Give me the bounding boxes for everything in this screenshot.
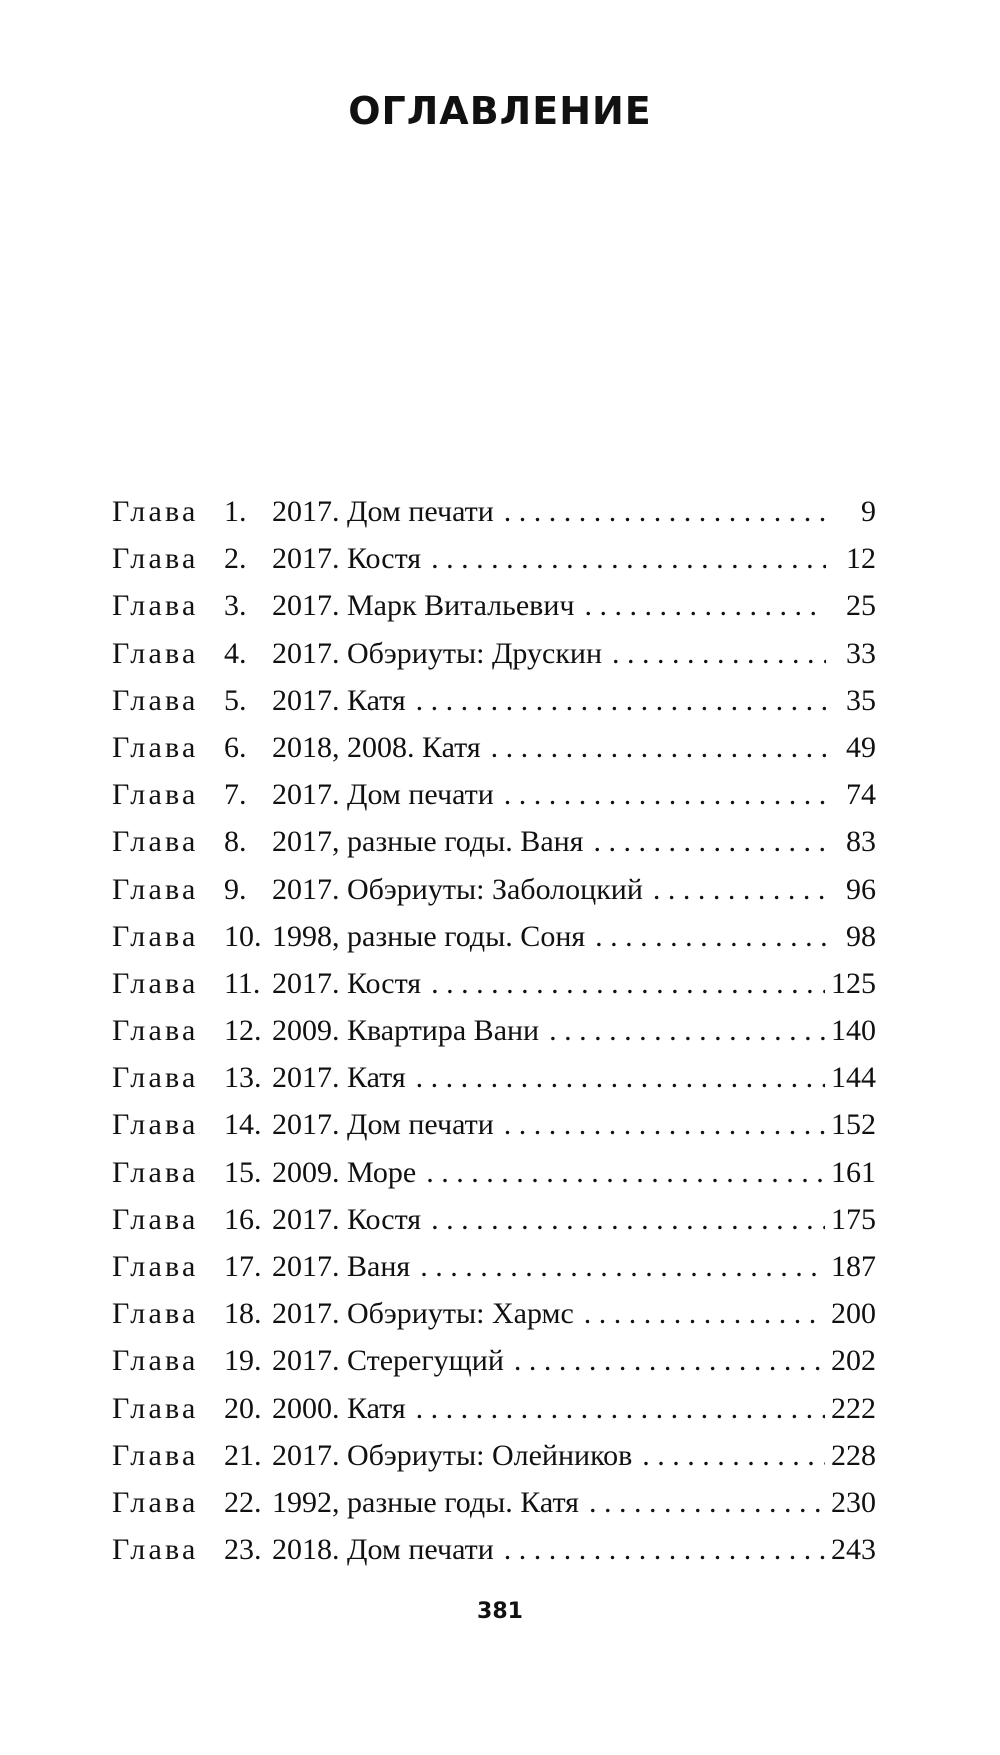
chapter-number: 22. — [224, 1485, 262, 1519]
chapter-number: 4. — [224, 636, 247, 670]
dot-leader — [420, 1243, 825, 1290]
chapter-word: Глава — [112, 589, 199, 623]
chapter-name: 2017. Обэриуты: Друскин — [272, 636, 603, 670]
toc-entry — [112, 866, 876, 913]
chapter-page: 83 — [846, 825, 876, 859]
toc-entry — [112, 1101, 876, 1148]
chapter-page: 98 — [846, 919, 876, 953]
toc-entry — [112, 1243, 876, 1290]
chapter-page: 9 — [861, 495, 876, 528]
dot-leader — [653, 866, 826, 913]
chapter-name: 2018. Дом печати — [272, 1533, 494, 1567]
dot-leader — [584, 582, 826, 629]
chapter-number: 19. — [224, 1344, 262, 1378]
chapter-name: 2017. Катя — [272, 1061, 406, 1095]
dot-leader — [504, 1526, 825, 1573]
chapter-page: 152 — [831, 1108, 876, 1142]
chapter-name: 2017. Ваня — [272, 1250, 411, 1283]
chapter-word: Глава — [112, 636, 199, 670]
dot-leader — [549, 1007, 825, 1054]
chapter-word: Глава — [112, 683, 199, 717]
chapter-number: 2. — [224, 542, 247, 576]
toc-entry — [112, 535, 876, 582]
chapter-number: 10. — [224, 919, 262, 953]
chapter-word: Глава — [112, 1014, 199, 1048]
dot-leader — [642, 1432, 825, 1479]
dot-leader — [504, 1101, 825, 1148]
chapter-word: Глава — [112, 1061, 199, 1095]
chapter-page: 25 — [846, 589, 876, 623]
chapter-page: 222 — [831, 1391, 876, 1425]
chapter-number: 20. — [224, 1391, 262, 1425]
chapter-name: 2017. Обэриуты: Олейников — [272, 1438, 633, 1472]
toc-entry — [112, 1290, 876, 1337]
toc-entry — [112, 724, 876, 771]
chapter-word: Глава — [112, 495, 199, 528]
chapter-word: Глава — [112, 966, 199, 1000]
chapter-number: 8. — [224, 825, 247, 859]
chapter-page: 140 — [831, 1014, 876, 1048]
dot-leader — [416, 677, 826, 724]
page-number: 381 — [477, 1599, 523, 1624]
toc-entry — [112, 1007, 876, 1054]
chapter-page: 96 — [846, 872, 876, 906]
chapter-number: 21. — [224, 1438, 262, 1472]
chapter-name: 2017. Костя — [272, 1202, 422, 1236]
chapter-name: 1998, разные годы. Соня — [272, 919, 586, 953]
dot-leader — [593, 818, 826, 865]
toc-entry — [112, 1526, 876, 1573]
chapter-name: 2017. Обэриуты: Хармс — [272, 1297, 574, 1331]
chapter-number: 14. — [224, 1108, 262, 1142]
toc-entry — [112, 677, 876, 724]
chapter-page: 230 — [831, 1485, 876, 1519]
toc-list — [112, 488, 876, 1573]
chapter-page: 12 — [846, 542, 876, 576]
toc-entry — [112, 1196, 876, 1243]
chapter-word: Глава — [112, 1344, 199, 1378]
page-title: ОГЛАВЛЕНИЕ — [348, 89, 652, 133]
chapter-number: 6. — [224, 730, 247, 764]
chapter-word: Глава — [112, 1438, 199, 1472]
dot-leader — [504, 771, 826, 818]
chapter-name: 2017. Катя — [272, 683, 406, 717]
chapter-name: 2009. Море — [272, 1155, 417, 1189]
toc-entry — [112, 1385, 876, 1432]
chapter-number: 23. — [224, 1533, 262, 1567]
chapter-page: 202 — [831, 1344, 876, 1378]
toc-entry — [112, 1149, 876, 1196]
dot-leader — [589, 1479, 825, 1526]
dot-leader — [431, 1196, 825, 1243]
dot-leader — [426, 1149, 825, 1196]
toc-entry — [112, 488, 876, 535]
chapter-number: 16. — [224, 1202, 262, 1236]
dot-leader — [504, 488, 826, 535]
dot-leader — [612, 630, 826, 677]
dot-leader — [431, 535, 826, 582]
dot-leader — [595, 913, 826, 960]
chapter-name: 2017. Обэриуты: Заболоцкий — [272, 872, 643, 906]
chapter-page: 49 — [846, 730, 876, 764]
chapter-number: 18. — [224, 1297, 262, 1331]
chapter-word: Глава — [112, 542, 199, 576]
chapter-word: Глава — [112, 1202, 199, 1236]
chapter-word: Глава — [112, 1155, 199, 1189]
dot-leader — [584, 1290, 825, 1337]
chapter-name: 2017. Костя — [272, 966, 422, 1000]
chapter-page: 200 — [831, 1297, 876, 1331]
chapter-page: 175 — [831, 1202, 876, 1236]
chapter-name: 2017. Дом печати — [272, 1108, 494, 1142]
chapter-number: 7. — [224, 778, 247, 812]
chapter-name: 2017. Дом печати — [272, 495, 494, 528]
chapter-word: Глава — [112, 872, 199, 906]
chapter-name: 2017. Костя — [272, 542, 422, 576]
chapter-word: Глава — [112, 919, 199, 953]
chapter-number: 3. — [224, 589, 247, 623]
chapter-number: 12. — [224, 1014, 262, 1048]
chapter-name: 2017, разные годы. Ваня — [272, 825, 584, 859]
chapter-word: Глава — [112, 1391, 199, 1425]
toc-entry — [112, 1054, 876, 1101]
chapter-page: 243 — [831, 1533, 876, 1567]
dot-leader — [491, 724, 826, 771]
chapter-number: 9. — [224, 872, 247, 906]
chapter-word: Глава — [112, 730, 199, 764]
toc-entry — [112, 771, 876, 818]
toc-entry — [112, 818, 876, 865]
toc-entry — [112, 630, 876, 677]
chapter-number: 5. — [224, 683, 247, 717]
chapter-number: 15. — [224, 1155, 262, 1189]
chapter-number: 1. — [224, 495, 247, 528]
chapter-word: Глава — [112, 1250, 199, 1283]
chapter-page: 125 — [831, 966, 876, 1000]
dot-leader — [431, 960, 825, 1007]
dot-leader — [514, 1337, 825, 1384]
chapter-page: 33 — [846, 636, 876, 670]
chapter-word: Глава — [112, 825, 199, 859]
chapter-word: Глава — [112, 1108, 199, 1142]
dot-leader — [416, 1054, 825, 1101]
chapter-page: 144 — [831, 1061, 876, 1095]
chapter-name: 2017. Дом печати — [272, 778, 494, 812]
chapter-page: 74 — [846, 778, 876, 812]
chapter-page: 228 — [831, 1438, 876, 1472]
chapter-word: Глава — [112, 1485, 199, 1519]
chapter-name: 2017. Стерегущий — [272, 1344, 504, 1378]
toc-entry — [112, 913, 876, 960]
dot-leader — [416, 1385, 825, 1432]
chapter-number: 13. — [224, 1061, 262, 1095]
chapter-number: 17. — [224, 1250, 262, 1283]
toc-entry — [112, 582, 876, 629]
chapter-name: 2018, 2008. Катя — [272, 730, 481, 764]
toc-entry — [112, 1337, 876, 1384]
chapter-number: 11. — [224, 966, 261, 1000]
chapter-page: 35 — [846, 683, 876, 717]
chapter-name: 2017. Марк Витальевич — [272, 589, 575, 623]
chapter-page: 161 — [831, 1155, 876, 1189]
toc-entry — [112, 1432, 876, 1479]
chapter-word: Глава — [112, 1297, 199, 1331]
chapter-name: 2009. Квартира Вани — [272, 1014, 540, 1048]
chapter-name: 2000. Катя — [272, 1391, 406, 1425]
toc-entry — [112, 1479, 876, 1526]
chapter-word: Глава — [112, 778, 199, 812]
toc-entry — [112, 960, 876, 1007]
chapter-name: 1992, разные годы. Катя — [272, 1485, 579, 1519]
chapter-page: 187 — [831, 1250, 876, 1283]
chapter-word: Глава — [112, 1533, 199, 1567]
